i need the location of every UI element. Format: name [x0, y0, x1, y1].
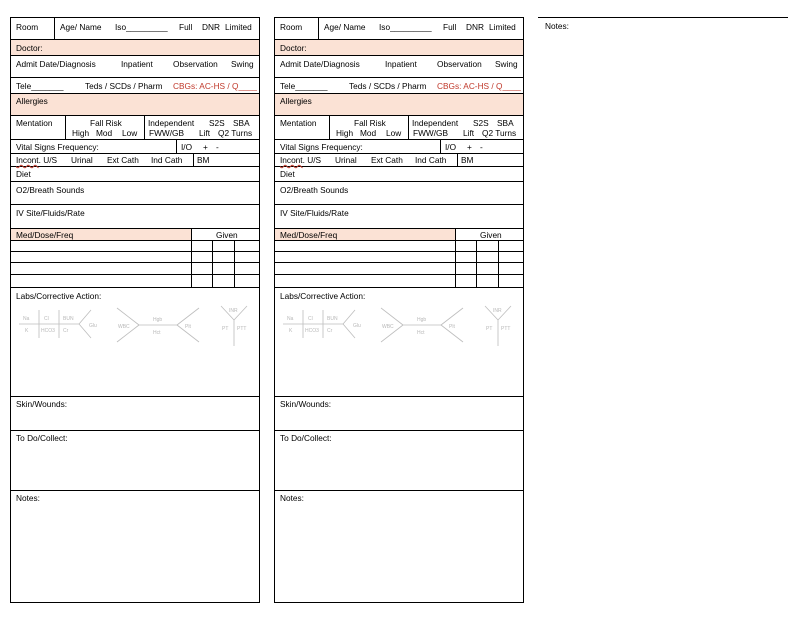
lab-k: K — [25, 328, 29, 334]
urinal-label: Urinal — [71, 155, 93, 165]
ind-cath-label: Ind Cath — [415, 155, 447, 165]
lab-ptt: PTT — [237, 326, 247, 332]
ext-cath-label: Ext Cath — [371, 155, 403, 165]
skin-row — [11, 397, 259, 431]
ind-cath-label: Ind Cath — [151, 155, 183, 165]
diet-row — [275, 167, 523, 182]
o2-row — [11, 182, 259, 205]
inpatient-label: Inpatient — [121, 59, 153, 69]
vitals-row — [11, 140, 259, 154]
swing-label: Swing — [231, 59, 254, 69]
allergies-label: Allergies — [280, 96, 312, 106]
diet-row — [11, 167, 259, 182]
bm-label: BM — [461, 155, 474, 165]
mentation-row — [11, 116, 259, 140]
sba-label: SBA — [497, 118, 514, 128]
med-table — [11, 229, 259, 288]
lab-inr: INR — [229, 308, 238, 314]
incont-label — [280, 155, 321, 165]
plus-label: + — [467, 142, 472, 152]
full-label: Full — [179, 22, 193, 32]
lab-bun: BUN — [63, 316, 74, 322]
full-label: Full — [443, 22, 457, 32]
mod-label: Mod — [96, 128, 113, 138]
cbgs-label: CBGs: AC-HS / Q____ — [437, 81, 521, 91]
lab-pt: PT — [486, 326, 493, 332]
teds-label: Teds / SCDs / Pharm — [85, 81, 163, 91]
incont-us: . U/S — [302, 155, 322, 165]
age-name-label: Age/ Name — [60, 22, 102, 32]
lab-ptt: PTT — [501, 326, 511, 332]
lab-hct: Hct — [153, 330, 161, 336]
coag-diagram — [479, 300, 519, 350]
lab-plt: Plt — [185, 324, 191, 330]
given-label: Given — [480, 230, 502, 240]
io-label: I/O — [181, 142, 193, 152]
age-name-label: Age/ Name — [324, 22, 366, 32]
labs-row — [275, 288, 523, 397]
labs-row — [11, 288, 259, 397]
vitals-label: Vital Signs Frequency: — [280, 142, 363, 152]
incont-word: Incont — [16, 155, 39, 165]
lab-cl: Cl — [308, 316, 313, 322]
iv-row — [11, 205, 259, 229]
s2s-label: S2S — [473, 118, 489, 128]
inpatient-label: Inpatient — [385, 59, 417, 69]
s2s-label: S2S — [209, 118, 225, 128]
fall-risk-label: Fall Risk — [354, 118, 386, 128]
incont-row — [275, 154, 523, 167]
todo-label: To Do/Collect: — [16, 433, 68, 443]
observation-label: Observation — [173, 59, 218, 69]
lab-wbc: WBC — [118, 324, 130, 330]
incont-row — [11, 154, 259, 167]
lab-na: Na — [287, 316, 294, 322]
lab-pt: PT — [222, 326, 229, 332]
lab-cr: Cr — [63, 328, 69, 334]
lab-hgb: Hgb — [417, 317, 427, 323]
iso-label: Iso_________ — [379, 22, 432, 32]
ext-cath-label: Ext Cath — [107, 155, 139, 165]
fww-label: FWW/GB — [149, 128, 185, 138]
side-notes-rule — [538, 17, 788, 18]
doctor-label: Doctor: — [16, 43, 43, 53]
iso-label: Iso_________ — [115, 22, 168, 32]
tele-row — [275, 78, 523, 94]
lab-hco3: HCO3 — [305, 328, 319, 334]
skin-label: Skin/Wounds: — [16, 399, 68, 409]
admit-label: Admit Date/Diagnosis — [16, 59, 96, 69]
cbc-fishbone — [377, 300, 472, 350]
high-label: High — [336, 128, 354, 138]
lab-na: Na — [23, 316, 30, 322]
diet-label: Diet — [280, 169, 295, 179]
dnr-label: DNR — [466, 22, 484, 32]
bmp-fishbone — [281, 302, 371, 348]
o2-row — [275, 182, 523, 205]
patient-sheet-right — [274, 17, 524, 603]
limited-label: Limited — [225, 22, 252, 32]
admit-row — [11, 56, 259, 78]
room-label: Room — [280, 22, 303, 32]
incont-word: Incont — [280, 155, 303, 165]
swing-label: Swing — [495, 59, 518, 69]
independent-label: Independent — [412, 118, 459, 128]
doctor-row — [11, 40, 259, 56]
fall-risk-label: Fall Risk — [90, 118, 122, 128]
bmp-fishbone — [17, 302, 107, 348]
low-label: Low — [386, 128, 402, 138]
todo-row — [275, 431, 523, 491]
iv-label: IV Site/Fluids/Rate — [280, 208, 349, 218]
lab-cr: Cr — [327, 328, 333, 334]
observation-label: Observation — [437, 59, 482, 69]
labs-label: Labs/Corrective Action: — [16, 291, 102, 301]
lab-hco3: HCO3 — [41, 328, 55, 334]
minus-label: - — [480, 142, 483, 152]
lab-hct: Hct — [417, 330, 425, 336]
lab-cl: Cl — [44, 316, 49, 322]
high-label: High — [72, 128, 90, 138]
tele-label: Tele_______ — [280, 81, 328, 91]
lift-label: Lift — [463, 128, 475, 138]
diet-label: Diet — [16, 169, 31, 179]
side-notes-label: Notes: — [545, 21, 569, 31]
dnr-label: DNR — [202, 22, 220, 32]
bm-label: BM — [197, 155, 210, 165]
cbc-fishbone — [113, 300, 208, 350]
teds-label: Teds / SCDs / Pharm — [349, 81, 427, 91]
lab-glu: Glu — [353, 323, 361, 329]
incont-label — [16, 155, 57, 165]
fww-label: FWW/GB — [413, 128, 449, 138]
minus-label: - — [216, 142, 219, 152]
allergies-label: Allergies — [16, 96, 48, 106]
patient-sheet-left — [10, 17, 260, 603]
mentation-label: Mentation — [280, 118, 317, 128]
notes-label: Notes: — [16, 493, 40, 503]
med-label: Med/Dose/Freq — [16, 230, 74, 240]
doctor-row — [275, 40, 523, 56]
lift-label: Lift — [199, 128, 211, 138]
lab-hgb: Hgb — [153, 317, 163, 323]
sba-label: SBA — [233, 118, 250, 128]
q2-label: Q2 Turns — [482, 128, 517, 138]
mentation-row — [275, 116, 523, 140]
urinal-label: Urinal — [335, 155, 357, 165]
lab-glu: Glu — [89, 323, 97, 329]
lab-k: K — [289, 328, 293, 334]
coag-diagram — [215, 300, 255, 350]
plus-label: + — [203, 142, 208, 152]
lab-plt: Plt — [449, 324, 455, 330]
iv-row — [275, 205, 523, 229]
incont-us: . U/S — [38, 155, 58, 165]
doctor-label: Doctor: — [280, 43, 307, 53]
skin-row — [275, 397, 523, 431]
lab-bun: BUN — [327, 316, 338, 322]
allergies-row — [11, 94, 259, 116]
room-row — [11, 18, 259, 40]
o2-label: O2/Breath Sounds — [280, 185, 349, 195]
mod-label: Mod — [360, 128, 377, 138]
vitals-row — [275, 140, 523, 154]
q2-label: Q2 Turns — [218, 128, 253, 138]
admit-row — [275, 56, 523, 78]
limited-label: Limited — [489, 22, 516, 32]
lab-inr: INR — [493, 308, 502, 314]
cbgs-label: CBGs: AC-HS / Q____ — [173, 81, 257, 91]
med-table — [275, 229, 523, 288]
vitals-label: Vital Signs Frequency: — [16, 142, 99, 152]
skin-label: Skin/Wounds: — [280, 399, 332, 409]
admit-label: Admit Date/Diagnosis — [280, 59, 360, 69]
io-label: I/O — [445, 142, 457, 152]
med-label: Med/Dose/Freq — [280, 230, 338, 240]
labs-label: Labs/Corrective Action: — [280, 291, 366, 301]
o2-label: O2/Breath Sounds — [16, 185, 85, 195]
notes-label: Notes: — [280, 493, 304, 503]
given-label: Given — [216, 230, 238, 240]
low-label: Low — [122, 128, 138, 138]
tele-row — [11, 78, 259, 94]
room-row — [275, 18, 523, 40]
room-label: Room — [16, 22, 39, 32]
independent-label: Independent — [148, 118, 195, 128]
notes-area — [275, 491, 523, 602]
mentation-label: Mentation — [16, 118, 53, 128]
todo-label: To Do/Collect: — [280, 433, 332, 443]
todo-row — [11, 431, 259, 491]
allergies-row — [275, 94, 523, 116]
tele-label: Tele_______ — [16, 81, 64, 91]
iv-label: IV Site/Fluids/Rate — [16, 208, 85, 218]
lab-wbc: WBC — [382, 324, 394, 330]
notes-area — [11, 491, 259, 602]
